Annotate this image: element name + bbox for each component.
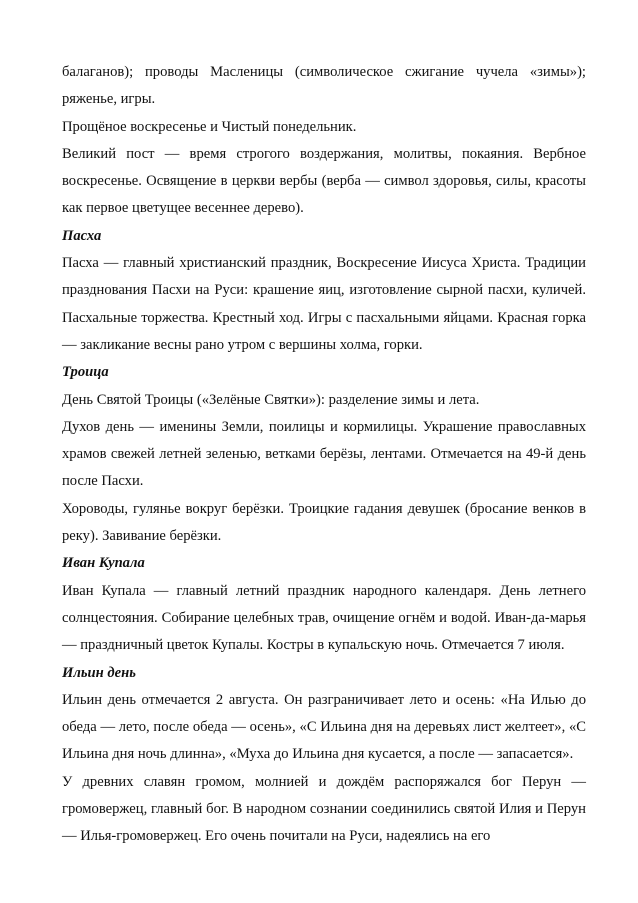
heading-trinity: Троица [62,364,109,381]
paragraph-maslenitsa-end: балаганов); проводы Масленицы (символическое сжигание чучела «зимы»); ряженье, игры. [62,64,586,108]
paragraph-ivan-kupala: Иван Купала — главный летний праздник народного календаря. День летнего солнцестояния. Собирание целебных трав, очищение огнём и водой. Иван-да-марья — праздничный цветок Купалы. Костры в купальскую ночь. Отмечается 7 июля. [62,582,586,654]
paragraph-perun: У древних славян громом, молнией и дождём распоряжался бог Перун — громовержец, главный бог. В народном сознании соединились святой Илия и Перун — Илья-громовержец. Его очень почитали на Руси, надеялись на его [62,773,586,845]
heading-ivan-kupala: Иван Купала [62,555,145,572]
paragraph-round-dances: Хороводы, гулянье вокруг берёзки. Троицкие гадания девушек (бросание венков в реку). Завивание берёзки. [62,500,586,545]
paragraph-trinity-day: День Святой Троицы («Зелёные Святки»): разделение зимы и лета. [62,391,480,408]
paragraph-forgiveness-sunday: Прощёное воскресенье и Чистый понедельник. [62,118,357,135]
paragraph-ilyin-day: Ильин день отмечается 2 августа. Он разграничивает лето и осень: «На Илью до обеда — лето, после обеда — осень», «С Ильина дня на деревьях лист желтеет», «С Ильина дня ночь длинна», «Муха до Ильина дня кусается, а после — запасается». [62,691,586,763]
heading-easter: Пасха [62,227,102,244]
paragraph-great-lent: Великий пост — время строгого воздержания, молитвы, покаяния. Вербное воскресенье. Освящение в церкви вербы (верба — символ здоровья, силы, красоты как первое цветущее весеннее дерево). [62,145,586,217]
paragraph-easter: Пасха — главный христианский праздник, Воскресение Иисуса Христа. Традиции празднования Пасхи на Руси: крашение яиц, изготовление сырной пасхи, куличей. Пасхальные торжества. Крестный ход. Игры с пасхальными яйцами. Красная горка — закликание весны рано утром с вершины холма, горки. [62,255,586,353]
document-page [62,59,586,851]
heading-ilyin-day: Ильин день [62,664,136,681]
paragraph-spirit-day: Духов день — именины Земли, поилицы и кормилицы. Украшение православных храмов свежей летней зеленью, ветками берёзы, лентами. Отмечается на 49-й день после Пасхи. [62,418,586,490]
